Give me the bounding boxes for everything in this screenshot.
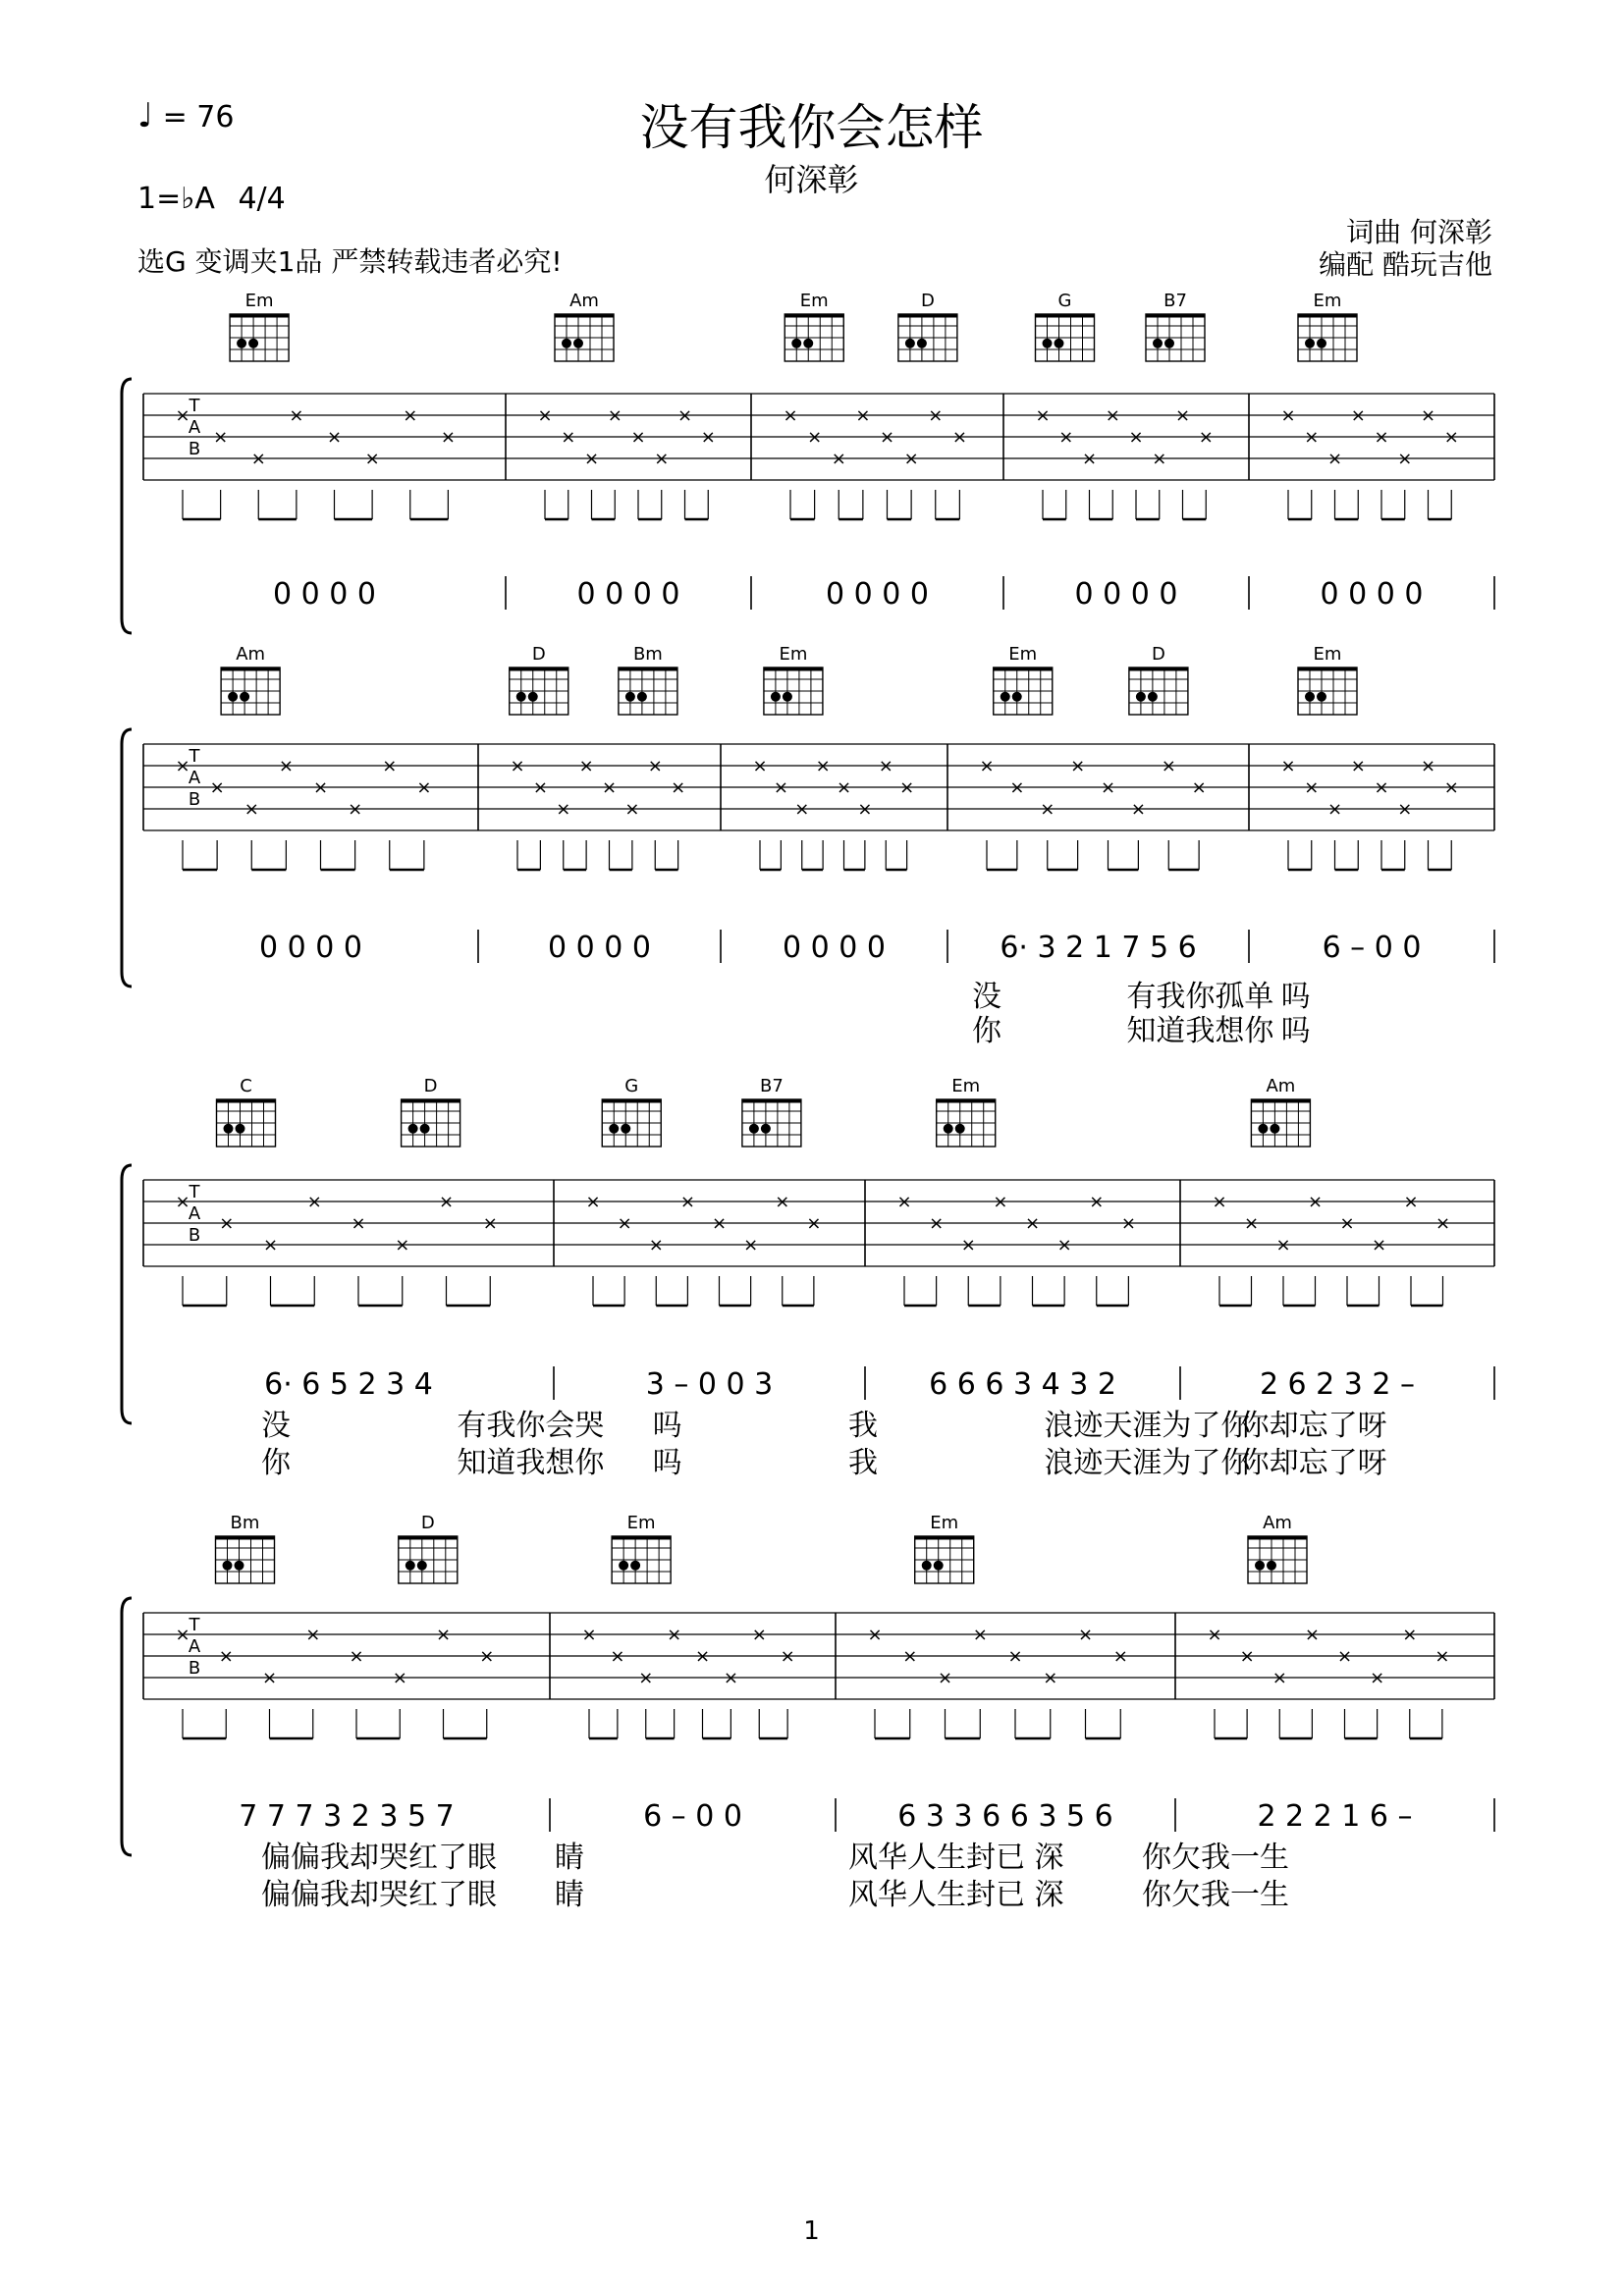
strum-mark: ×: [479, 1646, 495, 1667]
strum-mark: ×: [1271, 1668, 1287, 1688]
numbered-notation: 2 2 2 1 6 –: [1257, 1799, 1413, 1834]
strum-mark: ×: [993, 1192, 1008, 1212]
strum-mark: ×: [951, 427, 967, 448]
chord-dot: [609, 1124, 619, 1134]
strum-mark: ×: [1043, 1668, 1058, 1688]
lyric-segment: 你欠我一生: [1142, 1841, 1289, 1875]
chord-dot: [408, 1124, 418, 1134]
numbered-notation: 6 6 6 3 4 3 2: [929, 1367, 1116, 1402]
strum-mark: ×: [440, 427, 456, 448]
strum-mark: ×: [556, 799, 571, 820]
strum-mark: ×: [1275, 1235, 1291, 1255]
strum-mark: ×: [671, 777, 686, 798]
chord-dot: [905, 339, 915, 348]
chord-dot: [1305, 339, 1315, 348]
lyric-segment: 有我你会哭: [457, 1409, 605, 1443]
strum-mark: ×: [312, 777, 329, 798]
strum-mark: ×: [783, 405, 798, 426]
chord-name: G: [624, 1076, 639, 1096]
strum-mark: ×: [326, 427, 343, 448]
chord-dot: [228, 692, 238, 702]
lyric-segment: 风华人生封已 深: [848, 1841, 1064, 1875]
strum-mark: ×: [723, 1668, 738, 1688]
strum-mark: ×: [1112, 1646, 1128, 1667]
strum-mark: ×: [1100, 777, 1116, 798]
strum-mark: ×: [896, 1192, 912, 1212]
strum-mark: ×: [305, 1625, 321, 1645]
strum-mark: ×: [903, 449, 919, 469]
strum-mark: ×: [1403, 1192, 1419, 1212]
strum-mark: ×: [751, 1625, 767, 1645]
strum-mark: ×: [667, 1625, 682, 1645]
chord-dot: [420, 1124, 430, 1134]
strum-mark: ×: [289, 405, 304, 426]
chord-dot: [625, 692, 635, 702]
strum-mark: ×: [416, 777, 432, 798]
chord-dot: [955, 1124, 965, 1134]
strum-mark: ×: [624, 799, 640, 820]
strum-mark: ×: [1370, 1668, 1385, 1688]
chord-dot: [803, 339, 813, 348]
chord-name: Am: [569, 291, 599, 311]
strum-mark: ×: [1120, 1213, 1136, 1234]
strum-mark: ×: [929, 1213, 945, 1234]
strum-mark: ×: [382, 756, 398, 776]
strum-mark: ×: [867, 1625, 883, 1645]
strum-mark: ×: [1207, 1625, 1222, 1645]
tab-clef-letter: B: [188, 439, 201, 459]
tab-clef-letter: A: [188, 417, 201, 438]
chord-dot: [621, 1124, 630, 1134]
chord-dot: [1012, 692, 1022, 702]
strum-mark: ×: [213, 427, 229, 448]
strum-mark: ×: [175, 1192, 190, 1212]
lyric-segment: 偏偏我却哭红了眼: [261, 1878, 497, 1912]
chord-dot: [771, 692, 781, 702]
chord-dot: [235, 1561, 244, 1571]
strum-mark: ×: [364, 449, 380, 469]
strum-mark: ×: [1198, 427, 1214, 448]
chord-dot: [1164, 339, 1174, 348]
strum-mark: ×: [899, 777, 915, 798]
chord-dot: [783, 692, 792, 702]
strum-mark: ×: [979, 756, 995, 776]
strum-mark: ×: [262, 1235, 279, 1255]
numbered-notation: 7 7 7 3 2 3 5 7: [239, 1799, 455, 1834]
chord-name: G: [1057, 291, 1072, 311]
strum-mark: ×: [1307, 1192, 1324, 1212]
chord-dot: [791, 339, 801, 348]
strum-mark: ×: [1081, 449, 1098, 469]
strum-mark: ×: [1326, 799, 1343, 820]
chord-dot: [1258, 1124, 1268, 1134]
tab-clef-letter: T: [189, 746, 200, 767]
strum-mark: ×: [1243, 1213, 1260, 1234]
arranger-credit: 编配 酷玩吉他: [1319, 248, 1492, 281]
strum-mark: ×: [836, 777, 852, 798]
strum-mark: ×: [807, 427, 823, 448]
strum-mark: ×: [1174, 405, 1191, 426]
chord-name: Em: [799, 291, 829, 311]
numbered-notation: 6 3 3 6 6 3 5 6: [897, 1799, 1113, 1834]
chord-name: Em: [951, 1076, 981, 1096]
strum-mark: ×: [806, 1213, 822, 1234]
strum-mark: ×: [1089, 1192, 1105, 1212]
lyric-segment: 你却忘了呀: [1239, 1409, 1387, 1443]
system-bracket: [122, 379, 132, 633]
strum-mark: ×: [243, 799, 259, 820]
strum-mark: ×: [1420, 405, 1436, 426]
strum-mark: ×: [1239, 1646, 1255, 1667]
tab-clef-letter: B: [188, 1658, 201, 1679]
chord-dot: [224, 1124, 234, 1134]
strum-mark: ×: [175, 1625, 190, 1645]
chord-dot: [749, 1124, 759, 1134]
chord-dot: [223, 1561, 233, 1571]
chord-dot: [922, 1561, 932, 1571]
strum-mark: ×: [278, 756, 294, 776]
strum-mark: ×: [532, 777, 548, 798]
strum-mark: ×: [617, 1213, 632, 1234]
chord-name: D: [1151, 644, 1165, 665]
system-bracket: [122, 729, 132, 987]
page-number: 1: [803, 2216, 820, 2246]
strum-mark: ×: [1339, 1213, 1355, 1234]
lyric-segment: 睛: [555, 1841, 584, 1875]
strum-mark: ×: [972, 1625, 988, 1645]
numbered-notation: 0 0 0 0: [1074, 577, 1178, 612]
strum-mark: ×: [392, 1668, 407, 1688]
numbered-notation: 0 0 0 0: [259, 931, 362, 965]
strum-mark: ×: [1336, 1646, 1353, 1667]
chord-name: Am: [1266, 1076, 1296, 1096]
strum-mark: ×: [1350, 405, 1366, 426]
strum-mark: ×: [1128, 427, 1144, 448]
song-artist: 何深彰: [764, 161, 859, 198]
numbered-notation: 2 6 2 3 2 –: [1259, 1367, 1416, 1402]
chord-name: Em: [930, 1513, 959, 1533]
lyric-segment: 知道我想你: [1126, 1014, 1274, 1048]
lyric-segment: 浪迹天涯为了你: [1044, 1409, 1251, 1443]
chord-dot: [1001, 692, 1010, 702]
strum-mark: ×: [1420, 756, 1436, 776]
chord-dot: [406, 1561, 415, 1571]
strum-mark: ×: [1280, 405, 1296, 426]
key-text: 1=♭A: [137, 182, 215, 216]
strum-mark: ×: [679, 1192, 695, 1212]
chord-dot: [248, 339, 258, 348]
strum-mark: ×: [583, 449, 600, 469]
strum-mark: ×: [1374, 777, 1389, 798]
strum-mark: ×: [780, 1646, 795, 1667]
numbered-notation: 0 0 0 0: [1320, 577, 1424, 612]
strum-mark: ×: [578, 756, 594, 776]
chord-dot: [934, 1561, 944, 1571]
strum-mark: ×: [1009, 777, 1025, 798]
strum-mark: ×: [175, 405, 190, 426]
lyric-segment: 你却忘了呀: [1239, 1446, 1387, 1480]
strum-mark: ×: [209, 777, 225, 798]
lyric-segment: 吗: [1280, 1014, 1311, 1048]
strum-mark: ×: [676, 405, 693, 426]
strum-mark: ×: [1161, 756, 1176, 776]
strum-mark: ×: [654, 449, 670, 469]
tab-clef-letter: B: [188, 789, 201, 810]
chord-name: Am: [236, 644, 266, 665]
chord-name: D: [531, 644, 546, 665]
lyrics-music-credit: 词曲 何深彰: [1346, 216, 1492, 248]
strum-mark: ×: [306, 1192, 322, 1212]
strum-mark: ×: [348, 799, 363, 820]
strum-mark: ×: [1371, 1235, 1387, 1255]
chord-name: Em: [1313, 291, 1342, 311]
strum-mark: ×: [700, 427, 716, 448]
strum-mark: ×: [1040, 799, 1055, 820]
tab-clef-letter: A: [188, 768, 201, 788]
lyric-segment: 你: [261, 1446, 291, 1480]
lyric-segment: 我: [848, 1446, 878, 1480]
chord-name: Em: [1313, 644, 1342, 665]
strum-mark: ×: [773, 777, 788, 798]
lyric-segment: 没: [972, 980, 1001, 1014]
chord-dot: [619, 1561, 628, 1571]
strum-mark: ×: [1058, 427, 1074, 448]
strum-mark: ×: [250, 449, 266, 469]
strum-mark: ×: [1443, 777, 1459, 798]
strum-mark: ×: [175, 756, 190, 776]
lyric-segment: 你: [972, 1014, 1001, 1048]
strum-mark: ×: [1212, 1192, 1227, 1212]
strum-mark: ×: [1130, 799, 1146, 820]
strum-mark: ×: [1077, 1625, 1094, 1645]
chord-name: Em: [779, 644, 808, 665]
chord-dot: [1043, 339, 1053, 348]
strum-mark: ×: [218, 1646, 234, 1667]
strum-mark: ×: [815, 756, 831, 776]
strum-mark: ×: [1007, 1646, 1023, 1667]
strum-mark: ×: [510, 756, 525, 776]
strum-mark: ×: [610, 1646, 625, 1667]
strum-mark: ×: [1397, 799, 1413, 820]
strum-mark: ×: [1105, 405, 1120, 426]
strum-mark: ×: [349, 1646, 364, 1667]
chord-name: D: [423, 1076, 438, 1096]
chord-name: Bm: [230, 1513, 260, 1533]
strum-mark: ×: [647, 756, 663, 776]
numbered-notation: 6· 3 2 1 7 5 6: [1000, 931, 1197, 965]
strum-mark: ×: [630, 427, 646, 448]
strum-mark: ×: [438, 1192, 455, 1212]
chord-dot: [573, 339, 583, 348]
chord-name: Em: [244, 291, 274, 311]
numbered-notation: 3 – 0 0 3: [645, 1367, 774, 1402]
strum-mark: ×: [928, 405, 944, 426]
song-title: 没有我你会怎样: [639, 99, 984, 156]
tab-clef-letter: T: [189, 1615, 200, 1635]
chord-dot: [516, 692, 526, 702]
strum-mark: ×: [879, 427, 895, 448]
tab-clef-letter: T: [189, 396, 200, 416]
lyric-segment: 吗: [1280, 980, 1311, 1014]
strum-mark: ×: [435, 1625, 452, 1645]
chord-dot: [1267, 1561, 1276, 1571]
tab-clef-letter: B: [188, 1225, 201, 1246]
chord-dot: [1305, 692, 1315, 702]
strum-mark: ×: [482, 1213, 498, 1234]
chord-dot: [417, 1561, 427, 1571]
chord-name: Em: [1008, 644, 1038, 665]
strum-mark: ×: [1397, 449, 1413, 469]
numbered-notation: 0 0 0 0: [273, 577, 376, 612]
strum-mark: ×: [1056, 1235, 1072, 1255]
strum-mark: ×: [960, 1235, 976, 1255]
strum-mark: ×: [857, 799, 873, 820]
lyric-segment: 睛: [555, 1878, 584, 1912]
chord-dot: [944, 1124, 953, 1134]
system-bracket: [122, 1598, 132, 1855]
numbered-notation: 0 0 0 0: [783, 931, 886, 965]
strum-mark: ×: [585, 1192, 601, 1212]
strum-mark: ×: [1434, 1646, 1450, 1667]
lyric-segment: 我: [848, 1409, 878, 1443]
strum-mark: ×: [351, 1213, 366, 1234]
chord-name: B7: [1163, 291, 1187, 311]
strum-mark: ×: [601, 777, 618, 798]
strum-mark: ×: [1304, 1625, 1320, 1645]
chord-name: D: [920, 291, 935, 311]
strum-mark: ×: [1374, 427, 1389, 448]
strum-mark: ×: [743, 1235, 759, 1255]
chord-dot: [1255, 1561, 1265, 1571]
numbered-notation: 0 0 0 0: [576, 577, 680, 612]
strum-mark: ×: [711, 1213, 728, 1234]
chord-dot: [630, 1561, 640, 1571]
chord-dot: [1136, 692, 1146, 702]
strum-mark: ×: [1152, 449, 1167, 469]
numbered-notation: 6 – 0 0: [1322, 931, 1422, 965]
chord-name: Am: [1263, 1513, 1292, 1533]
strum-mark: ×: [1024, 1213, 1041, 1234]
chord-dot: [761, 1124, 771, 1134]
strum-mark: ×: [607, 405, 622, 426]
strum-mark: ×: [1304, 427, 1320, 448]
strum-mark: ×: [403, 405, 418, 426]
numbered-notation: 0 0 0 0: [826, 577, 929, 612]
strum-mark: ×: [638, 1668, 654, 1688]
strum-mark: ×: [1070, 756, 1086, 776]
chord-name: D: [420, 1513, 435, 1533]
lyric-segment: 浪迹天涯为了你: [1044, 1446, 1251, 1480]
capo-note: 选G 变调夹1品 严禁转载违者必究!: [137, 245, 563, 278]
chord-dot: [1317, 692, 1326, 702]
strum-mark: ×: [1443, 427, 1459, 448]
strum-mark: ×: [1402, 1625, 1418, 1645]
lyric-segment: 知道我想你: [457, 1446, 605, 1480]
strum-mark: ×: [395, 1235, 410, 1255]
strum-mark: ×: [831, 449, 846, 469]
strum-mark: ×: [937, 1668, 953, 1688]
chord-name: C: [240, 1076, 252, 1096]
strum-mark: ×: [1304, 777, 1320, 798]
strum-mark: ×: [855, 405, 871, 426]
strum-mark: ×: [775, 1192, 790, 1212]
strum-mark: ×: [648, 1235, 664, 1255]
chord-dot: [237, 339, 246, 348]
lyric-segment: 有我你孤单: [1126, 980, 1274, 1014]
chord-dot: [1317, 339, 1326, 348]
tab-clef-letter: A: [188, 1636, 201, 1657]
strum-mark: ×: [581, 1625, 597, 1645]
lyric-segment: 偏偏我却哭红了眼: [261, 1841, 497, 1875]
chord-dot: [240, 692, 249, 702]
strum-mark: ×: [537, 405, 553, 426]
time-signature: 4/4: [238, 182, 286, 216]
strum-mark: ×: [902, 1646, 918, 1667]
chord-dot: [1270, 1124, 1279, 1134]
chord-name: B7: [759, 1076, 784, 1096]
chord-dot: [637, 692, 647, 702]
numbered-notation: 6· 6 5 2 3 4: [264, 1367, 433, 1402]
chord-name: Em: [626, 1513, 656, 1533]
tab-clef-letter: T: [189, 1182, 200, 1202]
chord-dot: [917, 339, 927, 348]
numbered-notation: 0 0 0 0: [548, 931, 651, 965]
chord-dot: [528, 692, 538, 702]
strum-mark: ×: [1035, 405, 1051, 426]
lyric-segment: 风华人生封已 深: [848, 1878, 1064, 1912]
chord-name: Bm: [632, 644, 663, 665]
strum-mark: ×: [1280, 756, 1296, 776]
strum-mark: ×: [1350, 756, 1366, 776]
chord-dot: [1148, 692, 1158, 702]
lyric-segment: 吗: [652, 1446, 682, 1480]
strum-mark: ×: [1326, 449, 1343, 469]
chord-dot: [236, 1124, 245, 1134]
strum-mark: ×: [694, 1646, 711, 1667]
lyric-segment: 没: [261, 1409, 291, 1443]
numbered-notation: 6 – 0 0: [643, 1799, 742, 1834]
chord-dot: [562, 339, 571, 348]
lyric-segment: 吗: [652, 1409, 682, 1443]
strum-mark: ×: [794, 799, 810, 820]
tab-clef-letter: A: [188, 1203, 201, 1224]
strum-mark: ×: [561, 427, 576, 448]
chord-dot: [1055, 339, 1064, 348]
tempo-text: = 76: [162, 100, 235, 134]
strum-mark: ×: [1191, 777, 1207, 798]
system-bracket: [122, 1165, 132, 1423]
chord-dot: [1153, 339, 1163, 348]
strum-mark: ×: [752, 756, 768, 776]
strum-mark: ×: [261, 1668, 278, 1688]
strum-mark: ×: [878, 756, 893, 776]
quarter-note-icon: ♩: [137, 96, 154, 135]
strum-mark: ×: [1434, 1213, 1451, 1234]
lyric-segment: 你欠我一生: [1142, 1878, 1289, 1912]
strum-mark: ×: [219, 1213, 235, 1234]
